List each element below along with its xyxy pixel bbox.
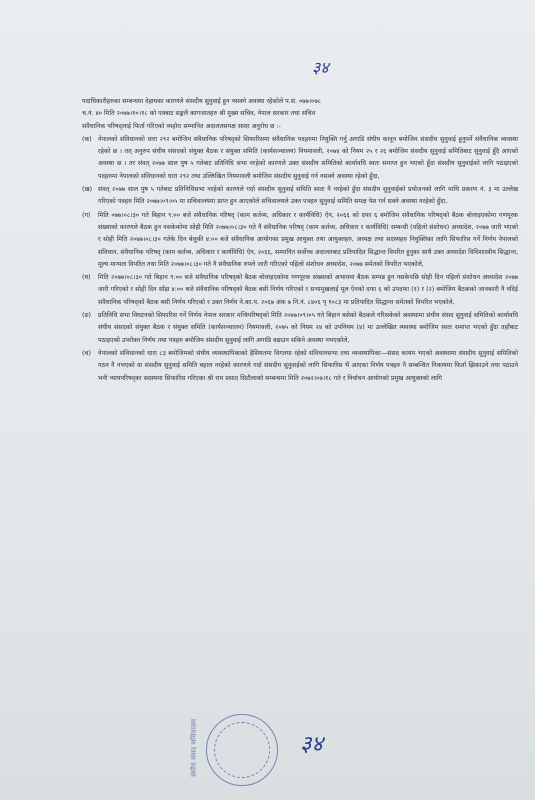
clause-marker: (क) xyxy=(82,135,92,143)
clause-ga xyxy=(82,210,518,271)
clause-text: मिति ०७७।०८।३० गते बिहान ९:०० बजे संवैधानिक परिषद् (काम कर्तव्य, अधिकार र कार्यविधि) ऐन, २०६६ को दफा ६ बमोजिम संवैधानिक परिषद्को बैठक बोलाइएकोमा गणपूरक संख्याको कारणले बैठक हुन नसकेकोमा सोही मिति २०७७।०८।३० गते नै संवैधानिक परिषद् (काम कर्तव्य, अधिकार र कार्यविधि) सम्बन्धी (पहिलो संशोधन) अध्यादेश, २०७७ जारी भएको र सोही मिति २०७७।०८।३० गतेके दिन बेलुकी ४:०० बजे संवैधानिक आयोगका प्रमुख आयुक्त तथा आयुक्तहरु, अध्यक्ष तथा सदस्यहरु नियुक्तिका लागि सिफारिस गर्ने निर्णय नेपालको संविधान, संवैधानिक परिषद् (काम कर्तव्य, अधिकार र कार्यविधि) ऐन, २०६६, सम्मानित सर्वोच्च अदालतबाट प्रतिपादित सिद्धान्त विपरित हुनुका साथै उक्त अध्यादेश विधिशास्त्रीय सिद्धान्त, मूल्य मान्यता विपरित तथा मिति २०७७।०८।३० गते नै संवैधानिक रुपले जारी गरिएको पहिलो संशोधन अध्यादेश, २०७७ समेतको विपरित भएकोले, xyxy=(98,211,518,268)
clause-marker: (ग) xyxy=(82,211,91,219)
clause-text: नेपालको संविधानको धारा २९२ बमोजिम संवैधानिक परिषद्को सिफारिसमा संवैधानिक पदहरुमा नियुक्ति गर्नु अगाडि संघीय कानून बमोजिम संसदीय सुनुवाई हुनुपर्ने संवैधानिक व्यवस्था रहेको छ । तत् अनुरुप संघीय संसदको संयुक्त बैठक र संयुक्त समिति (कार्यसञ्चालन) नियमावली, २०७४ को नियम २५ र २६ बमोजिम संसदीय सुनुवाई समितिबाट सुनुवाई हुँदै आएको अवस्था छ । तर संवत् २०७७ साल पुष ५ गतेबाट प्रतिनिधि सभा नरहेको कारणले उक्त संसदीय समितिको कार्यावधि स्वतः समाप्त हुन भएको हुँदा संसदीय सुनुवाईको लागि पठाइएको पदहरुमा नेपालको संविधानको धारा २९२ तथा उल्लिखित नियमावली बमोजिम संसदीय सुनुवाई गर्न नसक्ने अवस्था रहेको हुँदा, xyxy=(98,135,518,180)
clause-marker: (ख) xyxy=(82,186,93,194)
clause-nga xyxy=(82,310,518,347)
clause-gha xyxy=(82,272,518,309)
seal-text: संघीय संसद सचिवालय xyxy=(190,719,198,777)
clause-marker: (ङ) xyxy=(82,312,91,320)
clause-text: नेपालको संविधानको धारा ८३ बमोजिमको संघीय व्यवस्थापिकाको हैसियतमा विगतमा रहेको संविधानसभा तथा व्यवस्थापिका—संसद कायम भएको अवस्थामा संसदीय सुनुवाई समितिको गठन नै नभएको वा संसदीय सुनुवाई समिति बहाल नरहेको कारणले गर्दा संसदीय सुनुवाईको लागि सिफारिस भै आएका निर्णय पत्रहरु नै सम्बन्धित निकायमा फिर्ता झिकाउने तथा पठाउने भनी न्यायपरिषद्का सदस्यमा सिफारिस गरिएका श्री राम प्रसाद सिटौलाको सम्बन्धमा मिति २०७२।०७।१८ गते र निर्वाचन आयोगको प्रमुख आयुक्तको लागि xyxy=(98,349,519,382)
clause-text: संवत् २०७७ साल पुष ५ गतेबाट प्रतिनिधिसभा नरहेको कारणले गर्दा संसदीय सुनुवाई समिति स्वतः नै नरहेको हुँदा संसदीय सुनुवाईको प्रयोजनको लागि माथि प्रकरण नं. ३ मा उल्लेख गरिएको पत्रहरु मिति २०७७।०९।०५ मा सचिवालयमा प्राप्त हुन आएकोले सचिवालयले उक्त पत्रहरु सुनुवाई समिति समक्ष पेश गर्न सक्ने अवस्था नरहेको हुँदा, xyxy=(98,186,518,206)
intro-line: संवैधानिक परिषद्लाई फिर्ता गरिएको व्यहोरा सम्मानित अदालतसमक्ष सादर अनुरोध छ :- xyxy=(82,122,281,130)
page-number-mark: ३४ xyxy=(312,58,329,77)
clause-kha xyxy=(82,184,518,209)
clause-text: मिति २०७७।०८।३० गते बिहान ९:०० बजे संवैधानिक परिषद्को बैठक बोलाइएकोमा गणपूरक संख्याको अभावमा बैठक सम्पन्न हुन नसकेपछि सोही दिन पहिलो संशोधन अध्यादेश २०७७ जारी गरिएको र सोही दिन साँझ ४:०० बजे संवैधानिक परिषद्को बैठक बसी निर्णय गरिएको र सभामुखलाई मूल ऐनको दफा ६ को उपदफा (१) र (२) बमोजिम बैठकको जानकारी नै नदिई संवैधानिक परिषद्को बैठक बसी निर्णय गरिएको र उक्त निर्णय ने.का.प. २०६७ अंक ७ नि.नं. ८४०६ पृ १०८३ मा प्रतिपादित सिद्धान्त समेतको विपरित भएकोले, xyxy=(98,274,518,306)
intro-paragraph xyxy=(82,96,518,133)
intro-line: पदाधिकारीहरुका सम्बन्धमा देहायका कारणले संसदीय सुनुवाई हुन नसक्ने अवस्था रहेकोले प.सं. ०७७।०७८ xyxy=(82,98,321,105)
clause-marker: (घ) xyxy=(82,274,91,282)
intro-line: च.नं. ४० मिति २०७७।१०।१८ को पत्रबाट सङ्कलै कागजातहरु श्री मुख्य सचिव, नेपाल सरकार तथा सचिव xyxy=(82,110,316,118)
clause-ka xyxy=(82,134,518,183)
clause-marker: (च) xyxy=(82,349,91,357)
letter-body xyxy=(82,96,518,385)
clause-cha xyxy=(82,348,518,385)
clause-text: प्रतिनिधि सभा विघटनको सिफारिस गर्ने निर्णय नेपाल सरकार मन्त्रिपरिषद्को मिति २०७७।०९।०५ गते बिहान बसेको बैठकले गरिसकेको अवस्थामा संघीय संसद सुनुवाई समितिको कार्यावधि संघीय संसदको संयुक्त बैठक र संयुक्त समिति (कार्यसञ्चालन) नियमावली, २०७५ को नियम २४ को उपनियम (४) मा उल्लेखित व्यवस्था बमोजिम स्वतः समाप्त भएको हुँदा तहाँबाट पठाइएको उपरोक्त निर्णय तथा पत्रहरु बमोजिम संसदीय सुनुवाई लागि अगाडि बढाउन सकिने अवस्था नभएकोले, xyxy=(98,312,518,344)
office-seal-stamp xyxy=(190,714,278,786)
seal-ring xyxy=(214,722,270,778)
handwritten-signature: ३४ xyxy=(300,732,323,757)
